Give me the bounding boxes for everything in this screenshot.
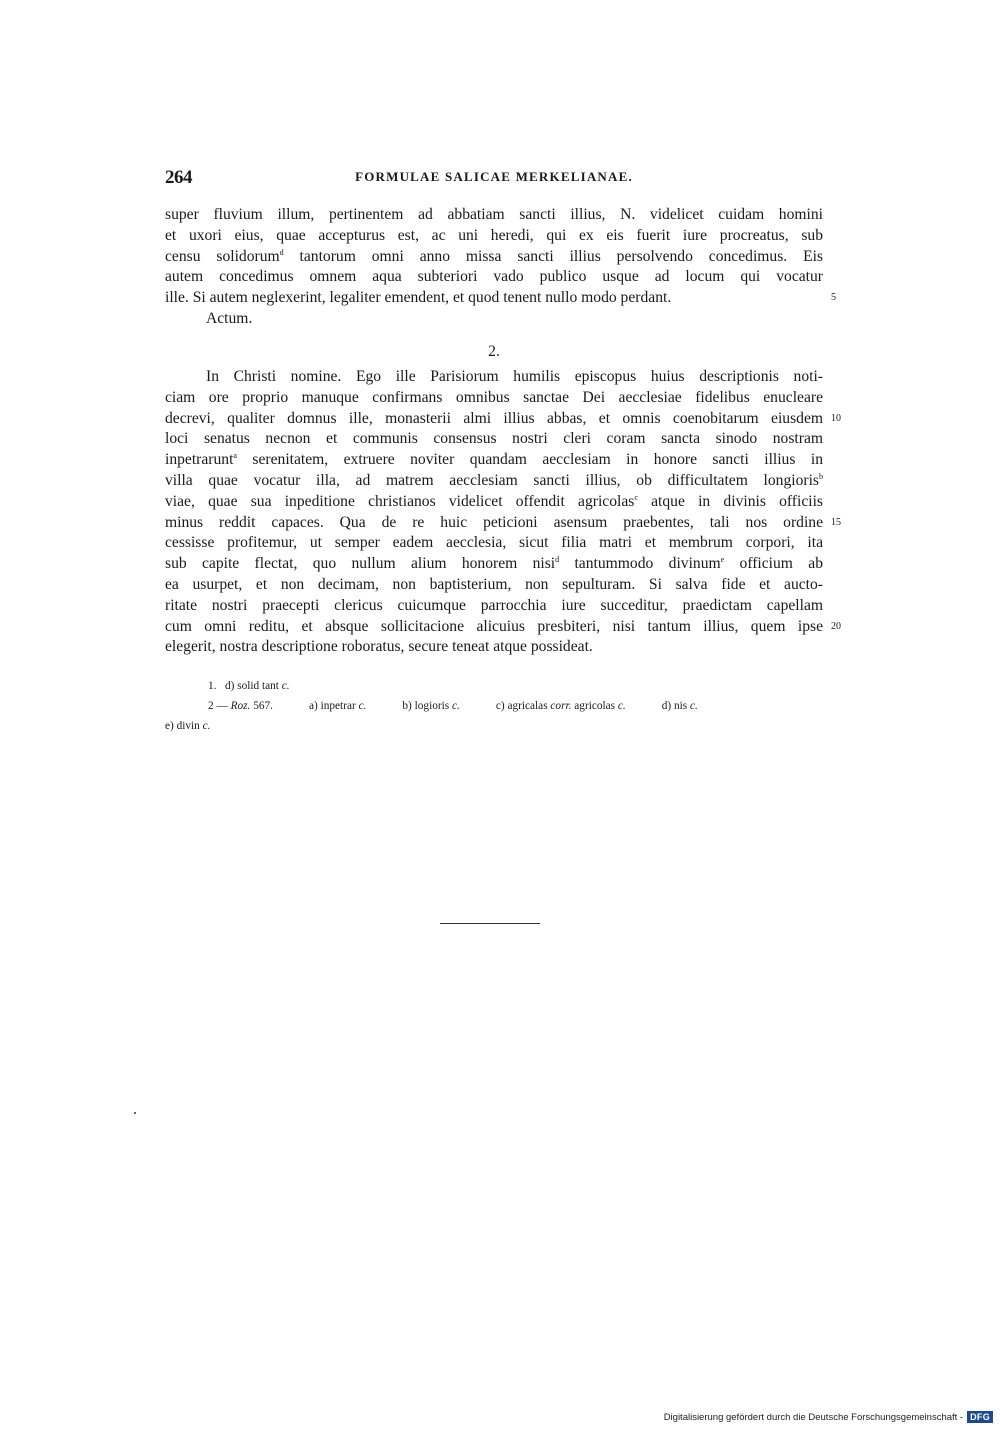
text-line: censu solidorum$^d$ tantorum omni anno missa sancti illius persolvendo concedimus. Eis [165, 247, 823, 265]
footnote-marker: b [819, 471, 823, 481]
footnote-line-2: 2 — Roz. 567. a) inpetrar c. b) logioris c. c) agricalas corr. agricolas c. d) nis c. [208, 700, 698, 712]
footnote-marker: d [279, 247, 284, 257]
text-line: In Christi nomine. Ego ille Parisiorum humilis episcopus huius descriptionis noti- [206, 368, 823, 385]
line-number: 15 [831, 516, 841, 528]
text-line: elegerit, nostra descriptione roboratus, secure teneat atque possideat. [165, 638, 593, 656]
formula-1-continuation [165, 205, 836, 330]
footnote-line-1: 1. d) solid tant c. [208, 680, 290, 692]
line-number: 20 [831, 620, 841, 632]
page-number: 264 [165, 167, 192, 188]
text-line: loci senatus necnon et communis consensus nostri cleri coram sancta sinodo nostram [165, 430, 823, 448]
footnote-marker: d [555, 555, 560, 565]
digitization-text: Digitalisierung gefördert durch die Deutsche Forschungsgemeinschaft - [663, 1411, 964, 1423]
text-line: et uxori eius, quae accepturus est, ac uni heredi, qui ex eis fuerit iure procreatus, sub [165, 226, 823, 244]
text-line: autem concedimus omnem aqua subteriori vado publico usque ad locum qui vocatur [165, 268, 823, 286]
formula-2-text [165, 367, 841, 658]
text-line: super fluvium illum, pertinentem ad abbatiam sancti illius, N. videlicet cuidam homini [165, 206, 823, 223]
text-line: viae, quae sua inpeditione christianos videlicet offendit agricolas$^c$ atque in divinis officiis [165, 492, 823, 510]
text-line: cum omni reditu, et absque sollicitacione alicuius presbiteri, nisi tantum illius, quem ipse 20 [165, 617, 823, 638]
digitization-credit [664, 1410, 993, 1424]
text-line: ciam ore proprio manuque confirmans omnibus sanctae Dei aecclesiae fidelibus enucleare [165, 388, 823, 406]
text-line: villa quae vocatur illa, ad matrem aecclesiam sancti illius, ob difficultatem longioris$^b$ [165, 471, 823, 489]
formula-number: 2. [488, 343, 500, 360]
dfg-logo: DFG [967, 1411, 993, 1423]
text-line: minus reddit capaces. Qua de re huic peticioni asensum praebentes, tali nos ordine 15 [165, 513, 823, 534]
running-header [165, 167, 823, 189]
footnote-marker: e [720, 555, 725, 565]
footnote-line-3: e) divin c. [165, 720, 211, 732]
footnote-marker: a [233, 451, 237, 461]
end-rule [440, 923, 540, 924]
text-line: sub capite flectat, quo nullum alium honorem nisi$^d$ tantummodo divinum$^e$ officium ab [165, 555, 823, 573]
text-line: ea usurpet, et non decimam, non baptisterium, non sepulturam. Si salva fide et aucto- [165, 575, 823, 593]
stray-mark [134, 1112, 136, 1114]
line-number: 10 [831, 412, 841, 424]
footnote-marker: c [634, 492, 638, 502]
text-line: ille. Si autem neglexerint, legaliter emendent, et quod tenent nullo modo perdant. 5 [165, 288, 823, 309]
text-line: cessisse profitemur, ut semper eadem aecclesia, sicut filia matri et membrum corpori, ita [165, 534, 823, 552]
text-line: ritate nostri praecepti clericus cuicumque parrocchia iure succeditur, praedictam capellam [165, 596, 823, 614]
text-line: Actum. [206, 309, 253, 327]
text-line: decrevi, qualiter domnus ille, monasterii almi illius abbas, et omnis coenobitarum eiusdem 10 [165, 409, 823, 430]
running-title: FORMULAE SALICAE MERKELIANAE. [355, 169, 633, 184]
footnotes [165, 676, 825, 736]
text-line: inpetrarunt$^a$ serenitatem, extruere noviter quandam aecclesiam in honore sancti illius in [165, 451, 823, 469]
line-number: 5 [831, 292, 836, 304]
